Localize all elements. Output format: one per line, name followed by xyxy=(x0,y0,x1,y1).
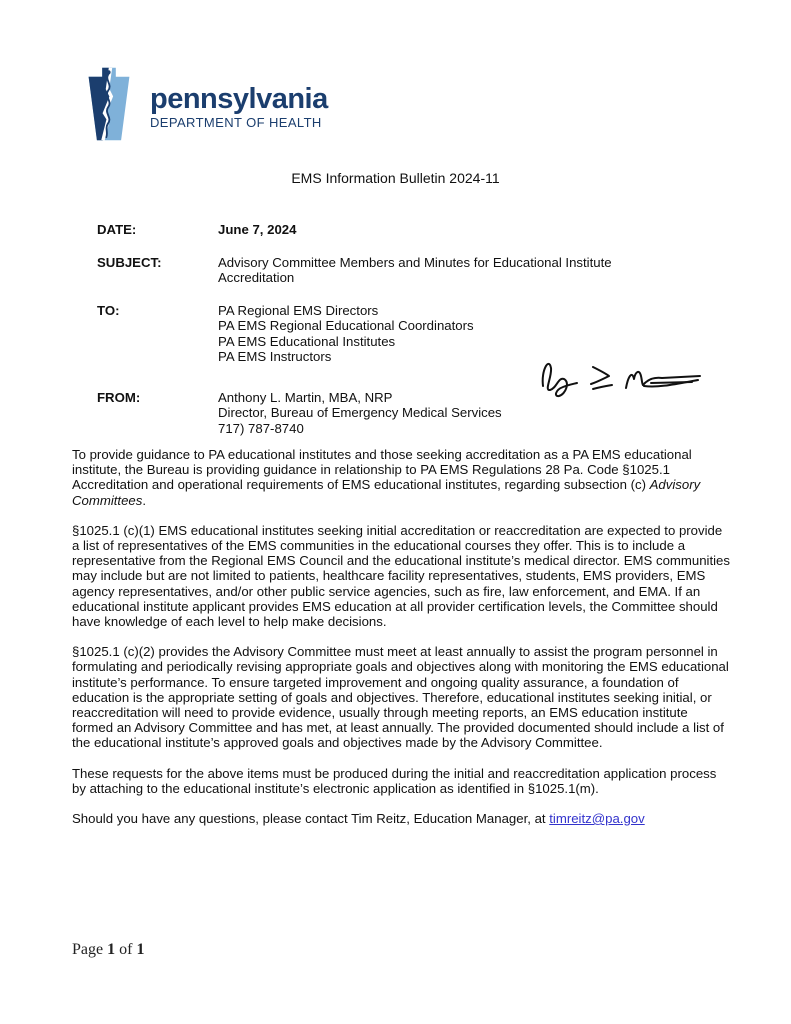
to-line: PA Regional EMS Directors xyxy=(218,302,379,318)
date-label: DATE: xyxy=(97,222,137,237)
page-label: Page xyxy=(72,941,104,958)
paragraph-intro-text: To provide guidance to PA educational institutes and those seeking accreditation as a PA EMS educational institute, the Bureau is providing guidance in relationship to PA EMS Regulations 28 Pa. Code §1025.1 Accreditation and operational requirements of EMS educational institutes, regarding subsection (c) xyxy=(72,447,692,493)
paragraph-c2: §1025.1 (c)(2) provides the Advisory Committee must meet at least annually to assist the program personnel in formulating and periodically revising appropriate goals and objectives along with monitoring the EMS educational institute’s performance. To ensure targeted improvement and ongoing quality assurance, a foundation of education is the appropriate setting of goals and objectives. Therefore, educational institutes seeking initial, or reaccreditation will need to provide evidence, usually through meeting reports, an EMS education institute formed an Advisory Committee and has met, at least annually. The provided documented should include a list of the educational institute’s approved goals and objectives made by the Advisory Committee. xyxy=(72,644,729,751)
brand-name: pennsylvania xyxy=(150,82,328,115)
brand-department: DEPARTMENT OF HEALTH xyxy=(150,114,322,130)
paragraph-intro xyxy=(72,447,732,508)
from-line: Anthony L. Martin, MBA, NRP xyxy=(218,389,393,405)
paragraph-c1: §1025.1 (c)(1) EMS educational institutes seeking initial accreditation or reaccreditation are expected to provide a list of representatives of the EMS communities in the educational courses they offer. This is to include a representative from the Regional EMS Council and the educational institute’s medical director. EMS communities may include but are not limited to patients, healthcare facility representatives, students, EMS providers, EMS agency representatives, and/or other public service agencies, such as fire, law enforcement, and EMA. If an educational institute applicant provides EMS education at all provider certification levels, the Committee should have knowledge of each level to help make decisions. xyxy=(72,522,730,630)
to-line: PA EMS Instructors xyxy=(218,349,332,364)
email-link[interactable]: timreitz@pa.gov xyxy=(549,811,645,827)
keystone-caduceus-icon xyxy=(75,66,143,147)
from-line: 717) 787-8740 xyxy=(218,420,304,436)
from-line: Director, Bureau of Emergency Medical Services xyxy=(218,405,502,420)
signature-image xyxy=(536,350,716,405)
letter-body xyxy=(72,447,732,841)
paragraph-intro-period: . xyxy=(142,492,147,508)
meta-block xyxy=(97,222,717,453)
paragraph-requests: These requests for the above items must be produced during the initial and reaccreditation application process by attaching to the educational institute’s electronic application as identified in §1025.1(m). xyxy=(72,765,717,796)
bulletin-title: EMS Information Bulletin 2024-11 xyxy=(291,170,500,186)
page-footer xyxy=(72,941,144,959)
meta-row-subject xyxy=(97,255,717,286)
from-label: FROM: xyxy=(97,389,141,405)
subject-label: SUBJECT: xyxy=(97,254,162,270)
to-label: TO: xyxy=(97,302,120,318)
meta-row-date xyxy=(97,222,717,238)
paragraph-contact xyxy=(72,811,732,826)
contact-text: Should you have any questions, please contact Tim Reitz, Education Manager, at xyxy=(72,811,550,827)
of-label: of xyxy=(119,941,133,958)
subject-value: Advisory Committee Members and Minutes for Educational Institute Accreditation xyxy=(218,254,612,285)
advisory-committees-italic: Advisory Committees xyxy=(72,477,701,508)
page-number: 1 xyxy=(107,941,116,958)
pa-doh-logo xyxy=(75,66,328,147)
to-line: PA EMS Regional Educational Coordinators xyxy=(218,318,474,333)
total-pages: 1 xyxy=(136,941,145,958)
to-line: PA EMS Educational Institutes xyxy=(218,333,396,349)
date-value: June 7, 2024 xyxy=(218,222,297,237)
